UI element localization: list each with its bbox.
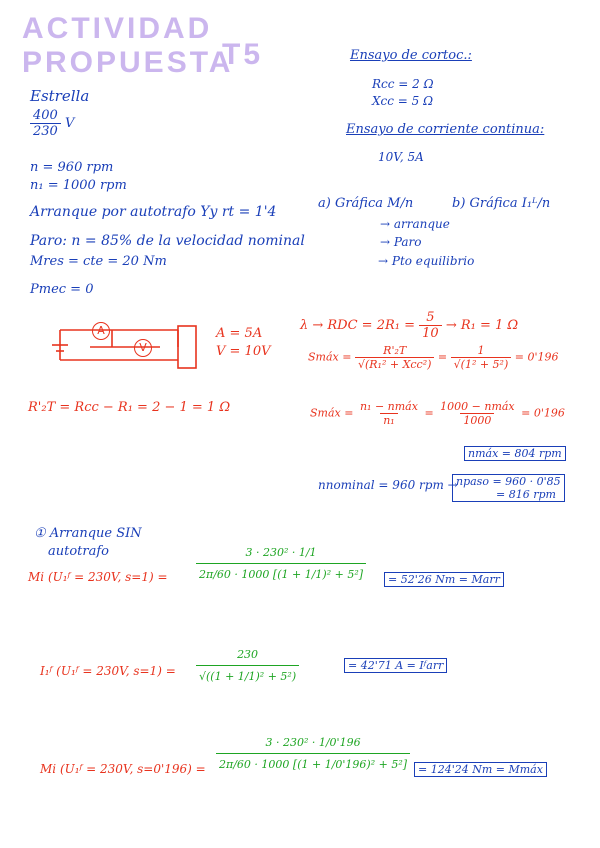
smax-label-1: Smáx = (308, 350, 352, 364)
stop-condition: Paro: n = 85% de la velocidad nominal (30, 233, 305, 249)
eq3-numerator: 3 · 230² · 1/0'196 (265, 736, 361, 749)
graph-b-label: b) Gráfica I₁ᴸ/n (452, 196, 551, 211)
smax-den-2b: 1000 (460, 413, 494, 427)
voltmeter-reading: V = 10V (216, 344, 271, 359)
rcc-value: Rcc = 2 Ω (372, 77, 434, 91)
voltage-numerator: 400 (33, 108, 58, 123)
eq2-denominator: √((1 + 1/1)² + 5²) (196, 665, 299, 683)
graph-item-equilibrium: → Pto equilibrio (378, 254, 475, 268)
smax-num-1: R'₂T (383, 344, 407, 357)
r1-result: → R₁ = 1 Ω (445, 318, 519, 333)
eq1-fraction (196, 546, 366, 581)
voltmeter-symbol: V (134, 339, 152, 357)
eq1-label: Mi (U₁ᶠ = 230V, s=1) = (28, 570, 168, 584)
nominal-speed: nnominal = 960 rpm → (318, 478, 458, 492)
eq3-result: = 124'24 Nm = Mmáx (414, 762, 547, 777)
smax-label-2: Smáx = (310, 406, 354, 420)
ammeter-reading: A = 5A (216, 326, 263, 341)
rdc-denominator: 10 (419, 325, 442, 341)
eq3-label: Mi (U₁ᶠ = 230V, s=0'196) = (40, 762, 206, 776)
title-code: T5 (222, 38, 264, 71)
voltage-denominator: 230 (30, 123, 61, 139)
eq1-result: = 52'26 Nm = Marr (384, 572, 504, 587)
ammeter-symbol: A (92, 322, 110, 340)
short-circuit-test-title: Ensayo de cortoc.: (350, 48, 472, 63)
xcc-value: Xcc = 5 Ω (372, 94, 434, 108)
rdc-numerator: 5 (426, 310, 435, 325)
eq3-fraction (216, 736, 410, 771)
rdc-calc (300, 310, 518, 341)
section-1-title: ① Arranque SIN (34, 526, 142, 541)
smax-value-2: = 0'196 (521, 406, 565, 420)
stop-speed-formula: npaso = 960 · 0'85 (456, 475, 561, 488)
graph-a-label: a) Gráfica M/n (318, 196, 414, 211)
eq2-label: I₁ᶠ (U₁ᶠ = 230V, s=1) = (40, 664, 176, 678)
smax-value-1: = 0'196 (514, 350, 559, 364)
start-method: Arranque por autotrafo Yy rt = 1'4 (30, 204, 277, 220)
smax-num-2: n₁ − nmáx (359, 400, 418, 413)
eq2-result: = 42'71 A = Iᶠarr (344, 658, 447, 673)
resistant-torque: Mres = cte = 20 Nm (30, 254, 167, 269)
graph-item-stop: → Paro (380, 235, 422, 249)
eq2-numerator: 230 (237, 648, 259, 661)
title-line-1: ACTIVIDAD (22, 12, 213, 45)
mechanical-losses: Pmec = 0 (30, 282, 94, 297)
dc-test-title: Ensayo de corriente continua: (346, 122, 545, 137)
eq1-denominator: 2π/60 · 1000 [(1 + 1/1)² + 5²] (196, 563, 366, 581)
section-1-subtitle: autotrafo (48, 544, 110, 559)
smax-num-2b: 1000 − nmáx (440, 400, 515, 413)
eq3-denominator: 2π/60 · 1000 [(1 + 1/0'196)² + 5²] (216, 753, 410, 771)
smax-formula-2: Smáx = $\frac{\text{n₁ − nmáx}}{\text{n₁}}$ = $\frac{\text{1000 − nmáx}}{1000}$ = 0'196 (310, 400, 565, 427)
smax-den-1: √(R₁² + Xcc²) (355, 357, 434, 371)
r2-referred-calc: R'₂T = Rcc − R₁ = 2 − 1 = 1 Ω (28, 400, 231, 415)
title-line-2: PROPUESTA (22, 46, 234, 79)
stop-speed-result: = 816 rpm (496, 488, 556, 501)
nmax-result: nmáx = 804 rpm (464, 446, 566, 461)
connection-type: Estrella (30, 87, 90, 105)
rdc-label: λ → RDC = 2R₁ = (300, 318, 416, 333)
graph-item-start: → arranque (380, 217, 450, 231)
smax-den-1b: √(1² + 5²) (451, 357, 512, 371)
eq1-numerator: 3 · 230² · 1/1 (245, 546, 317, 559)
rated-speed: n = 960 rpm (30, 160, 114, 175)
eq2-fraction (196, 648, 299, 683)
dc-test-values: 10V, 5A (378, 150, 424, 164)
voltage-unit: V (64, 116, 75, 131)
stop-speed (452, 474, 565, 502)
synchronous-speed: n₁ = 1000 rpm (30, 178, 127, 193)
smax-num-1b: 1 (477, 344, 485, 357)
smax-formula-1: Smáx = $\frac{\text{R'₂T}}{\text{√(R₁² + Xcc²)}}$ = $\frac{1}{\text{√(1² + 5²)}}$ = 0'196 (308, 344, 559, 371)
smax-den-2: n₁ (380, 413, 398, 427)
